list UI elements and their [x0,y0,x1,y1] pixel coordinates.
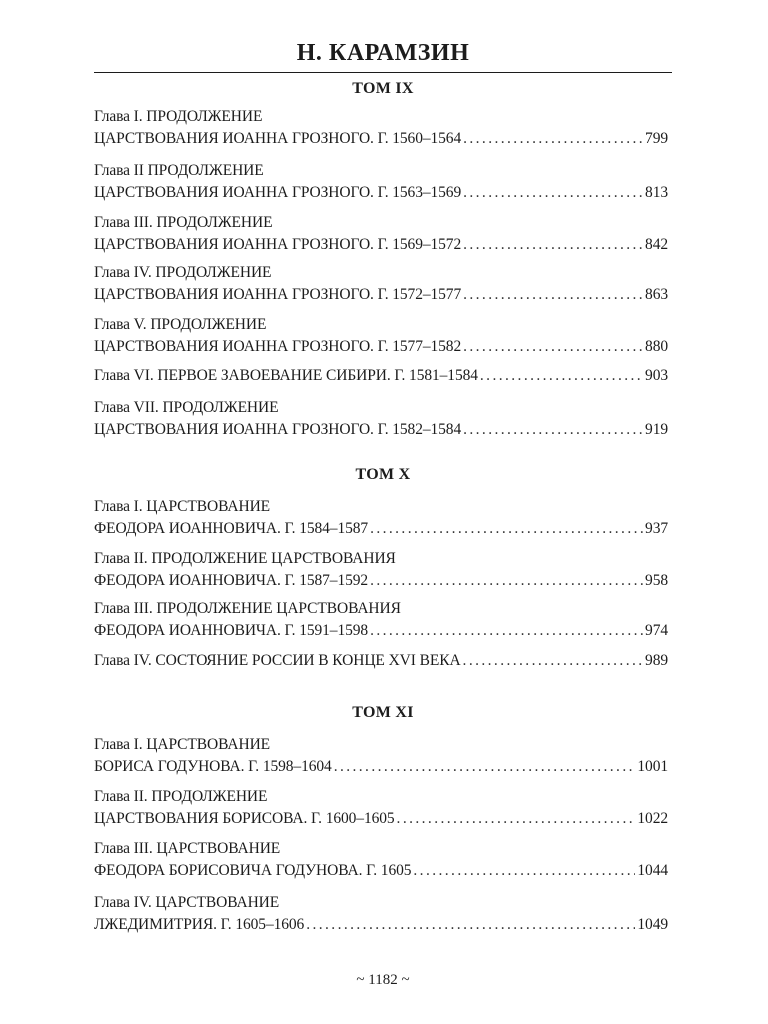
dot-leader [334,756,636,778]
toc-entry[interactable] [94,496,668,540]
page-number: 937 [645,520,668,537]
chapter-title: Глава IV. СОСТОЯНИЕ РОССИИ В КОНЦЕ XVI ВЕКА [94,652,461,669]
dot-leader [413,860,635,882]
page-number: 958 [645,572,668,589]
dot-leader [463,650,644,672]
toc-entry[interactable] [94,892,668,936]
chapter-heading: Глава III. ПРОДОЛЖЕНИЕ ЦАРСТВОВАНИЯ [94,600,401,617]
chapter-title: ФЕОДОРА ИОАННОВИЧА. Г. 1584–1587 [94,520,369,537]
toc-entry[interactable] [94,314,668,358]
toc-entry[interactable] [94,397,668,441]
chapter-heading: Глава VII. ПРОДОЛЖЕНИЕ [94,399,279,416]
page-number: 880 [645,338,668,355]
chapter-title: ЦАРСТВОВАНИЯ ИОАННА ГРОЗНОГО. Г. 1563–1569 [94,184,462,201]
toc-entry[interactable] [94,734,668,778]
toc-entry[interactable] [94,262,668,306]
chapter-heading: Глава I. ПРОДОЛЖЕНИЕ [94,108,263,125]
chapter-title: БОРИСА ГОДУНОВА. Г. 1598–1604 [94,758,332,775]
toc-entry[interactable] [94,548,668,592]
chapter-title: ЦАРСТВОВАНИЯ ИОАННА ГРОЗНОГО. Г. 1572–1577 [94,286,462,303]
page-number: 903 [645,367,668,384]
dot-leader [370,570,643,592]
chapter-title: ФЕОДОРА ИОАННОВИЧА. Г. 1587–1592 [94,572,369,589]
volume-title: ТОМ X [355,466,411,483]
chapter-title: ЦАРСТВОВАНИЯ ИОАННА ГРОЗНОГО. Г. 1569–1572 [94,236,462,253]
toc-entry[interactable] [94,365,668,387]
chapter-heading: Глава I. ЦАРСТВОВАНИЕ [94,736,271,753]
page-number: 863 [645,286,668,303]
chapter-heading: Глава II ПРОДОЛЖЕНИЕ [94,162,264,179]
dot-leader [370,620,643,642]
dot-leader [480,365,643,387]
dot-leader [463,336,643,358]
chapter-heading: Глава III. ЦАРСТВОВАНИЕ [94,840,281,857]
author-name: Н. КАРАМЗИН [296,40,470,66]
dot-leader [397,808,636,830]
toc-entry[interactable] [94,650,668,672]
running-header [94,38,672,73]
toc-entry[interactable] [94,160,668,204]
dot-leader [370,518,643,540]
chapter-heading: Глава IV. ПРОДОЛЖЕНИЕ [94,264,272,281]
dot-leader [463,234,643,256]
chapter-title: ЦАРСТВОВАНИЯ БОРИСОВА. Г. 1600–1605 [94,810,395,827]
dot-leader [463,128,643,150]
chapter-title: ЛЖЕДИМИТРИЯ. Г. 1605–1606 [94,916,305,933]
chapter-heading: Глава I. ЦАРСТВОВАНИЕ [94,498,271,515]
toc-entry[interactable] [94,786,668,830]
page-number: 919 [645,421,668,438]
chapter-heading: Глава IV. ЦАРСТВОВАНИЕ [94,894,280,911]
chapter-title: ФЕОДОРА БОРИСОВИЧА ГОДУНОВА. Г. 1605 [94,862,412,879]
toc-entry[interactable] [94,212,668,256]
chapter-title: Глава VI. ПЕРВОЕ ЗАВОЕВАНИЕ СИБИРИ. Г. 1581–1584 [94,367,478,384]
page-number: 974 [645,622,668,639]
dot-leader [463,182,643,204]
toc-entry[interactable] [94,838,668,882]
chapter-title: ЦАРСТВОВАНИЯ ИОАННА ГРОЗНОГО. Г. 1582–1584 [94,421,462,438]
page-number: 1001 [637,758,668,775]
page-number: 1049 [637,916,668,933]
dot-leader [306,914,635,936]
page-number: 989 [645,652,668,669]
chapter-title: ЦАРСТВОВАНИЯ ИОАННА ГРОЗНОГО. Г. 1577–1582 [94,338,462,355]
page-number: 1022 [637,810,668,827]
dot-leader [463,419,643,441]
chapter-heading: Глава V. ПРОДОЛЖЕНИЕ [94,316,267,333]
chapter-heading: Глава II. ПРОДОЛЖЕНИЕ ЦАРСТВОВАНИЯ [94,550,396,567]
toc-entry[interactable] [94,598,668,642]
page-number: 813 [645,184,668,201]
chapter-heading: Глава II. ПРОДОЛЖЕНИЕ [94,788,268,805]
page-number: 842 [645,236,668,253]
page-number: 1044 [637,862,668,879]
chapter-title: ФЕОДОРА ИОАННОВИЧА. Г. 1591–1598 [94,622,369,639]
toc-entry[interactable] [94,106,668,150]
book-page [94,0,672,1024]
dot-leader [463,284,643,306]
page-folio: ~ 1182 ~ [356,972,410,988]
volume-title: ТОМ IX [352,80,414,97]
page-number: 799 [645,130,668,147]
volume-title: ТОМ XI [352,704,414,721]
chapter-heading: Глава III. ПРОДОЛЖЕНИЕ [94,214,273,231]
chapter-title: ЦАРСТВОВАНИЯ ИОАННА ГРОЗНОГО. Г. 1560–1564 [94,130,462,147]
